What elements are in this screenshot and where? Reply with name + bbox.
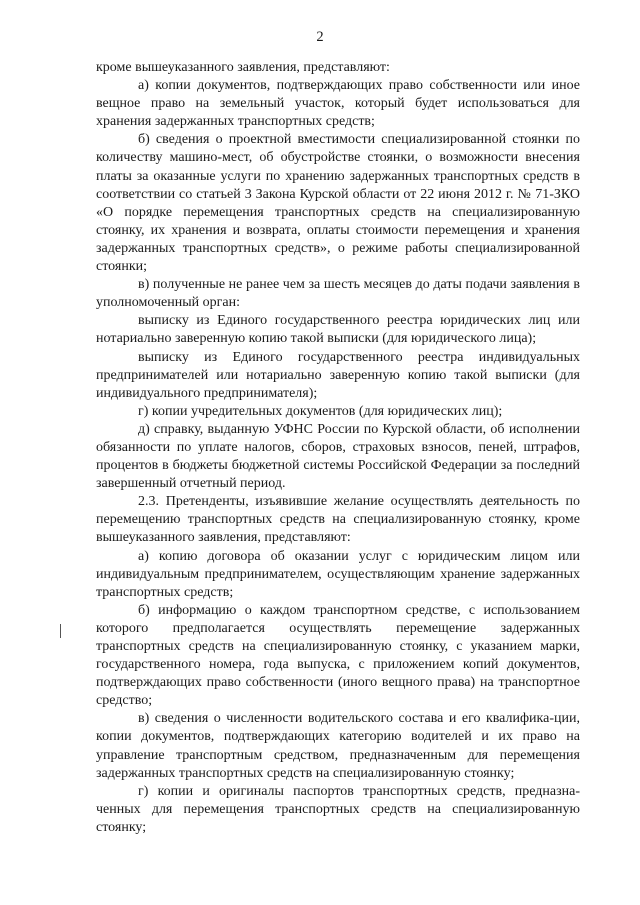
paragraph: а) копии документов, подтверждающих право собственности или иное вещное право на земельный участок, который будет использоваться для хранения задержанных транспортных средств; [96,78,580,130]
paragraph: г) копии учредительных документов (для юридических лиц); [138,403,503,419]
paragraph: в) сведения о численности водительского состава и его квалифика-ции, копии документов, подтверждающих категорию водителей и их право на управление транспортным средством, предназначенным для перемещения задержанных транспортных средств на специализированную стоянку; [96,711,580,781]
margin-mark [60,624,61,638]
paragraph: в) полученные не ранее чем за шесть месяцев до даты подачи заявления в уполномоченный орган: [96,277,580,311]
page-number: 2 [316,29,324,45]
paragraph: б) сведения о проектной вместимости специализированной стоянки по количеству машино-мест, об обустройстве стоянки, о возможности внесения платы за оказанные услуги по хранению задержанных транспортных средств в соответствии со статьей 3 Закона Курской области от 22 июня 2012 г. № 71-ЗКО «О порядке перемещения транспортных средств на специализированную стоянку, их хранения и возврата, оплаты стоимости перемещения и хранения задержанных транспортных средств», о режиме работы специализированной стоянки; [96,132,580,275]
document-body [96,59,580,837]
paragraph: кроме вышеуказанного заявления, представляют: [96,60,390,75]
paragraph: 2.3. Претенденты, изъявившие желание осуществлять деятельность по перемещению транспортных средств на специализированную стоянку, кроме вышеуказанного заявления, представляют: [96,494,580,546]
paragraph: д) справку, выданную УФНС России по Курской области, об исполнении обязанности по уплате налогов, сборов, страховых взносов, пеней, штрафов, процентов в бюджеты бюджетной системы Российской Федерации за последний завершенный отчетный период. [96,421,580,492]
paragraph: выписку из Единого государственного реестра индивидуальных предпринимателей или нотариально заверенную копию такой выписки (для индивидуального предпринимателя); [96,349,580,401]
paragraph: г) копии и оригиналы паспортов транспортных средств, предназна-ченных для перемещения транспортных средств на специализированную стоянку; [96,783,580,835]
paragraph: б) информацию о каждом транспортном средстве, с использованием которого предполагается осуществлять перемещение задержанных транспортных средств на специализированную стоянку, с указанием марки, государственного номера, года выпуска, с приложением копий документов, подтверждающих право собственности (иного вещного права) на транспортное средство; [96,602,580,709]
paragraph: а) копию договора об оказании услуг с юридическим лицом или индивидуальным предпринимателем, осуществляющим хранение задержанных транспортных средств; [96,548,580,600]
paragraph: выписку из Единого государственного реестра юридических лиц или нотариально заверенную копию такой выписки (для юридического лица); [96,313,580,347]
